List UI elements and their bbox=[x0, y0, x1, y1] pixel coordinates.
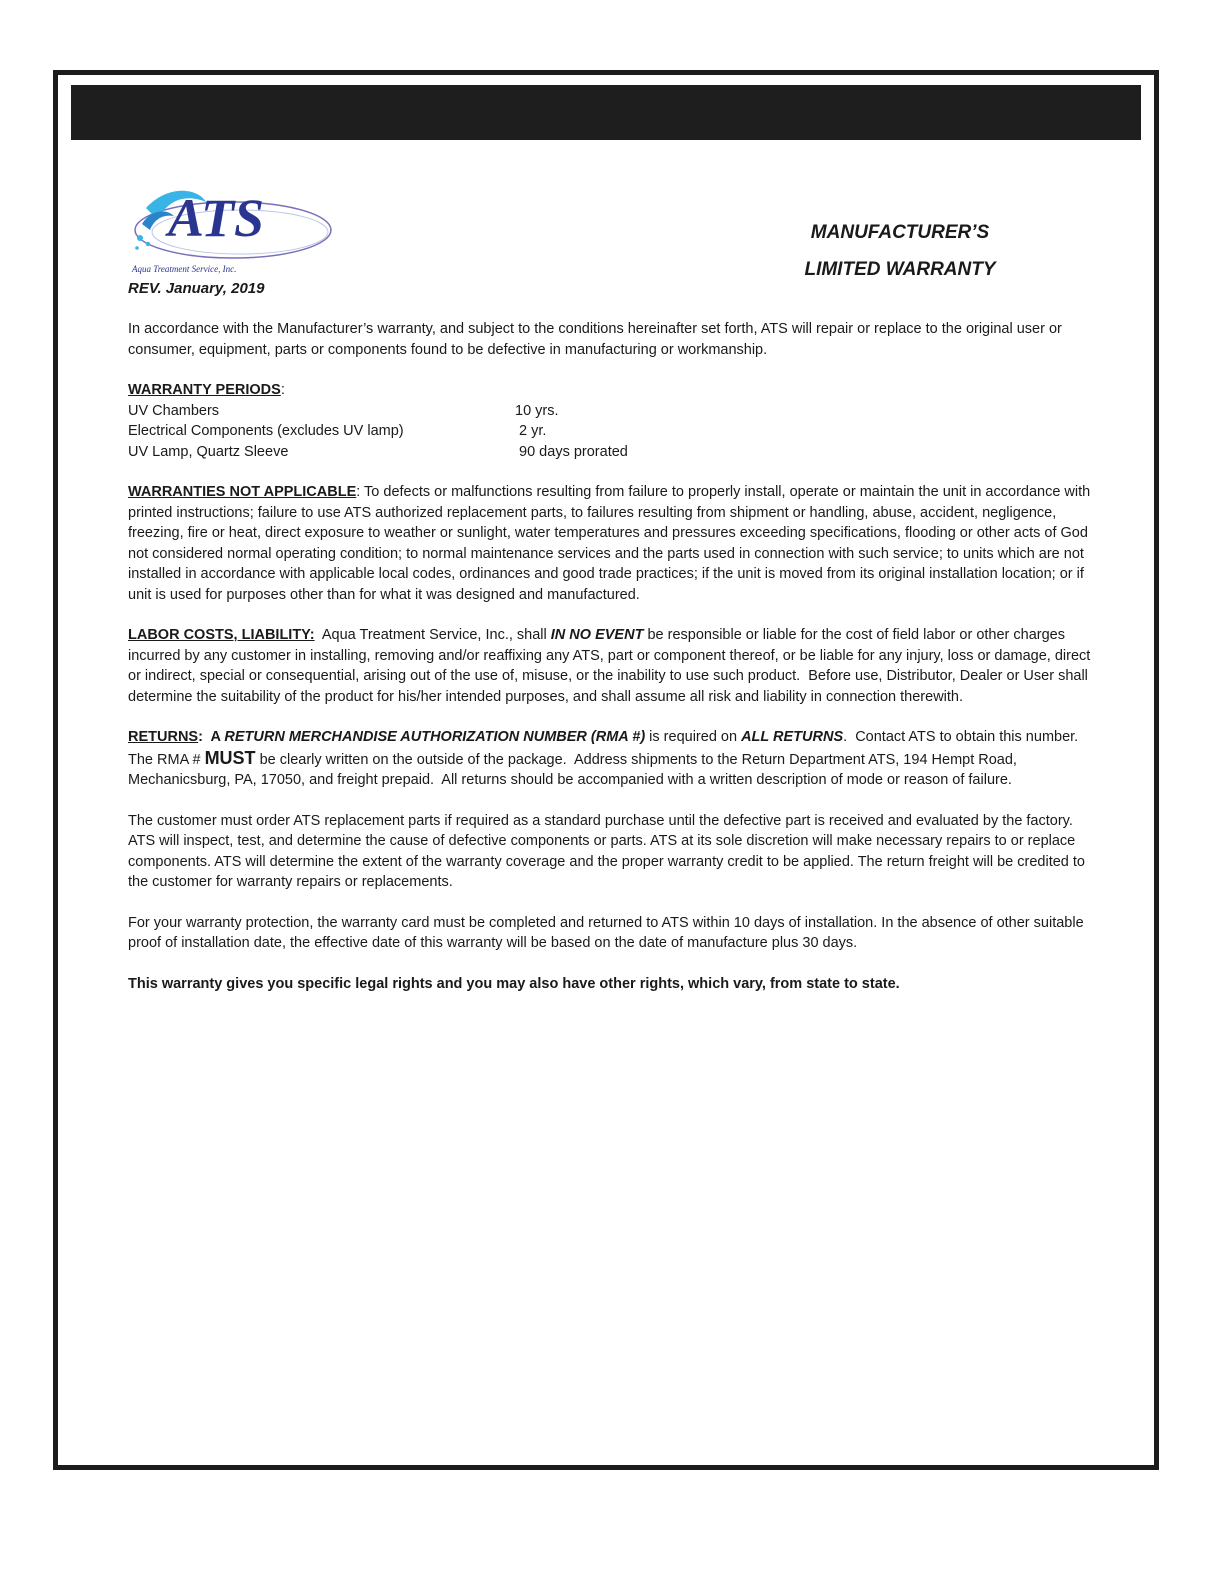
labor-paragraph bbox=[128, 625, 1103, 707]
customer-paragraph: The customer must order ATS replacement parts if required as a standard purchase until the defective part is received and evaluated by the factory. ATS will inspect, test, and determine the cause of defective components or parts. ATS at its sole discretion will make necessary repairs to or replace components. ATS will determine the extent of the warranty coverage and the proper warranty credit to be applied. The return freight will be credited to the customer for warranty repairs or replacements. bbox=[128, 812, 1085, 890]
header-bar bbox=[71, 85, 1141, 140]
protection-paragraph: For your warranty protection, the warranty card must be completed and returned to ATS within 10 days of installation. In the absence of other suitable proof of installation date, the effective date of this warranty will be based on the date of manufacture plus 30 days. bbox=[128, 914, 1084, 951]
period-row bbox=[128, 401, 1103, 422]
revision-date: REV. January, 2019 bbox=[128, 280, 265, 297]
period-item: UV Chambers bbox=[128, 402, 220, 419]
labor-text-before: Aqua Treatment Service, Inc., shall bbox=[314, 627, 551, 643]
ats-logo bbox=[128, 180, 333, 275]
period-duration: 90 days prorated bbox=[515, 443, 628, 460]
not-applicable-text: : To defects or malfunctions resulting from failure to properly install, operate or maintain the unit in accordance with printed instructions; failure to use ATS authorized replacement parts, to failures resulting from shipment or handling, abuse, accident, negligence, freezing, fire or heat, direct exposure to weather or sunlight, water temperatures and pressures exceeding specifications, flooding or other acts of God not considered normal operating condition; to normal maintenance services and the parts used in connection with such service; to units which are not installed in accordance with applicable local codes, ordinances and good trade practices; if the unit is moved from its original installation location; or if unit is used for purposes other than for what it was designed and manufactured. bbox=[128, 484, 1091, 603]
period-row bbox=[128, 421, 1103, 442]
warranty-body bbox=[128, 319, 1103, 1014]
rma-label: RETURN MERCHANDISE AUTHORIZATION NUMBER (RMA #) bbox=[224, 729, 646, 745]
returns-text-1: is required on bbox=[645, 729, 742, 745]
logo-tagline: Aqua Treatment Service, Inc. bbox=[132, 264, 237, 274]
returns-paragraph bbox=[128, 727, 1103, 791]
labor-heading: LABOR COSTS, LIABILITY: bbox=[128, 627, 315, 643]
warranty-periods-heading: WARRANTY PERIODS bbox=[128, 382, 281, 398]
not-applicable-heading: WARRANTIES NOT APPLICABLE bbox=[128, 484, 357, 500]
returns-text-3: be clearly written on the outside of the package. Address shipments to the Return Department ATS, 194 Hempt Road, Mechanicsburg, PA, 17050, and freight prepaid. All returns should be accompanied with a written description of mode or reason of failure. bbox=[128, 751, 1021, 788]
returns-heading: RETURNS bbox=[128, 729, 199, 745]
period-duration: 2 yr. bbox=[515, 423, 547, 439]
labor-text-after: be responsible or liable for the cost of field labor or other charges incurred by any customer in installing, removing and/or reaffixing any ATS, part or component thereof, or be liable for any injury, loss or damage, direct or indirect, special or consequential, arising out of the use of, misuse, or the inability to use such product. Before use, Distributor, Dealer or User shall determine the suitability of the product for his/her intended purposes, and shall assume all risk and liability in connection therewith. bbox=[128, 627, 1095, 705]
period-duration: 10 yrs. bbox=[515, 402, 559, 419]
must-emphasis: MUST bbox=[204, 747, 256, 768]
period-item: UV Lamp, Quartz Sleeve bbox=[128, 443, 289, 460]
title-line-1: MANUFACTURER’S bbox=[810, 222, 990, 243]
period-item: Electrical Components (excludes UV lamp) bbox=[128, 423, 404, 439]
warranty-periods-colon: : bbox=[280, 382, 285, 398]
labor-emphasis: IN NO EVENT bbox=[550, 627, 644, 643]
returns-colon: : A bbox=[198, 729, 225, 745]
not-applicable-paragraph bbox=[128, 482, 1103, 605]
intro-paragraph: In accordance with the Manufacturer’s warranty, and subject to the conditions hereinafter set forth, ATS will repair or replace to the original user or consumer, equipment, parts or components found to be defective in manufacturing or workmanship. bbox=[128, 321, 1062, 358]
all-returns: ALL RETURNS bbox=[741, 729, 844, 745]
title-line-2: LIMITED WARRANTY bbox=[804, 259, 996, 280]
returns-text-2: . Contact ATS to obtain this number. The RMA # bbox=[128, 729, 1087, 768]
final-statement: This warranty gives you specific legal rights and you may also have other rights, which vary, from state to state. bbox=[128, 975, 900, 992]
document-title bbox=[760, 214, 1040, 288]
period-row bbox=[128, 442, 1103, 463]
logo-wordmark: ATS bbox=[168, 188, 265, 248]
warranty-periods bbox=[128, 380, 1103, 462]
